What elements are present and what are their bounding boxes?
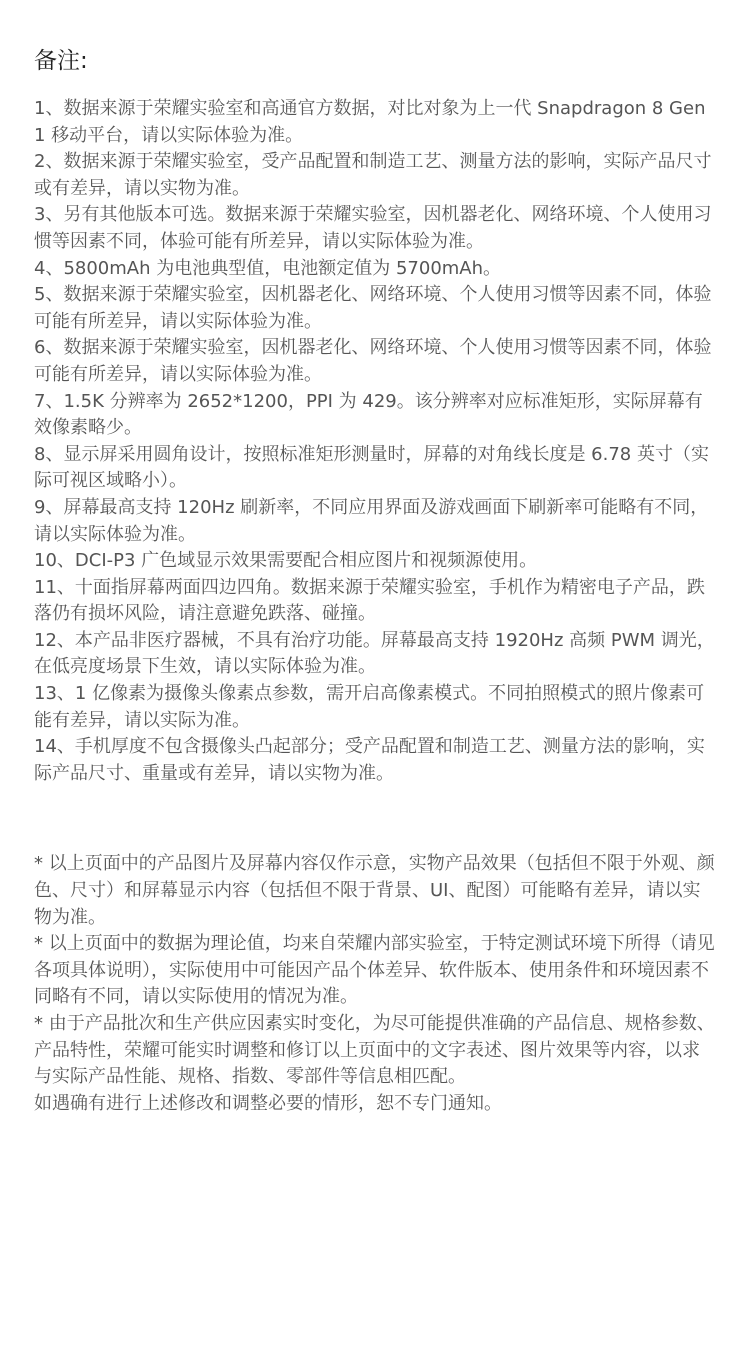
disclaimer-item: * 以上页面中的产品图片及屏幕内容仅作示意，实物产品效果（包括但不限于外观、颜色、尺寸）和屏幕显示内容（包括但不限于背景、UI、配图）可能略有差异，请以实物为准。	[34, 853, 715, 928]
note-item: 9、屏幕最高支持 120Hz 刷新率，不同应用界面及游戏画面下刷新率可能略有不同，请以实际体验为准。	[34, 496, 709, 545]
note-item: 4、5800mAh 为电池典型值，电池额定值为 5700mAh。	[34, 257, 502, 279]
note-item: 3、另有其他版本可选。数据来源于荣耀实验室，因机器老化、网络环境、个人使用习惯等因素不同，体验可能有所差异，请以实际体验为准。	[34, 204, 712, 252]
note-item: 1、数据来源于荣耀实验室和高通官方数据，对比对象为上一代 Snapdragon 8 Gen 1 移动平台，请以实际体验为准。	[34, 98, 706, 146]
notes-heading: 备注:	[34, 48, 88, 74]
note-item: 13、1 亿像素为摄像头像素点参数，需开启高像素模式。不同拍照模式的照片像素可能有差异，请以实际为准。	[34, 683, 705, 731]
disclaimer-item: 如遇确有进行上述修改和调整必要的情形，恕不专门通知。	[34, 1092, 502, 1114]
note-item: 7、1.5K 分辨率为 2652*1200，PPI 为 429。该分辨率对应标准矩形，实际屏幕有效像素略少。	[34, 390, 703, 439]
note-item: 5、数据来源于荣耀实验室，因机器老化、网络环境、个人使用习惯等因素不同，体验可能有所差异，请以实际体验为准。	[34, 284, 712, 332]
note-item: 12、本产品非医疗器械，不具有治疗功能。屏幕最高支持 1920Hz 高频 PWM 调光，在低亮度场景下生效，请以实际体验为准。	[34, 629, 715, 678]
disclaimer-item: * 由于产品批次和生产供应因素实时变化，为尽可能提供准确的产品信息、规格参数、产品特性，荣耀可能实时调整和修订以上页面中的文字表述、图片效果等内容，以求与实际产品性能、规格、指数、零部件等信息相匹配。	[34, 1013, 715, 1088]
disclaimer-list	[34, 851, 716, 1117]
disclaimer-item: * 以上页面中的数据为理论值，均来自荣耀内部实验室，于特定测试环境下所得（请见各项具体说明），实际使用中可能因产品个体差异、软件版本、使用条件和环境因素不同略有不同，请以实际使用的情况为准。	[34, 933, 715, 1008]
note-item: 10、DCI-P3 广色域显示效果需要配合相应图片和视频源使用。	[34, 550, 538, 572]
note-item: 6、数据来源于荣耀实验室，因机器老化、网络环境、个人使用习惯等因素不同，体验可能有所差异，请以实际体验为准。	[34, 337, 712, 385]
note-item: 8、显示屏采用圆角设计，按照标准矩形测量时，屏幕的对角线长度是 6.78 英寸（实际可视区域略小）。	[34, 443, 709, 492]
note-item: 2、数据来源于荣耀实验室，受产品配置和制造工艺、测量方法的影响，实际产品尺寸或有差异，请以实物为准。	[34, 151, 712, 199]
note-item: 11、十面指屏幕两面四边四角。数据来源于荣耀实验室，手机作为精密电子产品，跌落仍有损坏风险，请注意避免跌落、碰撞。	[34, 576, 705, 625]
numbered-notes-list	[34, 96, 716, 787]
note-item: 14、手机厚度不包含摄像头凸起部分；受产品配置和制造工艺、测量方法的影响，实际产品尺寸、重量或有差异，请以实物为准。	[34, 736, 705, 784]
